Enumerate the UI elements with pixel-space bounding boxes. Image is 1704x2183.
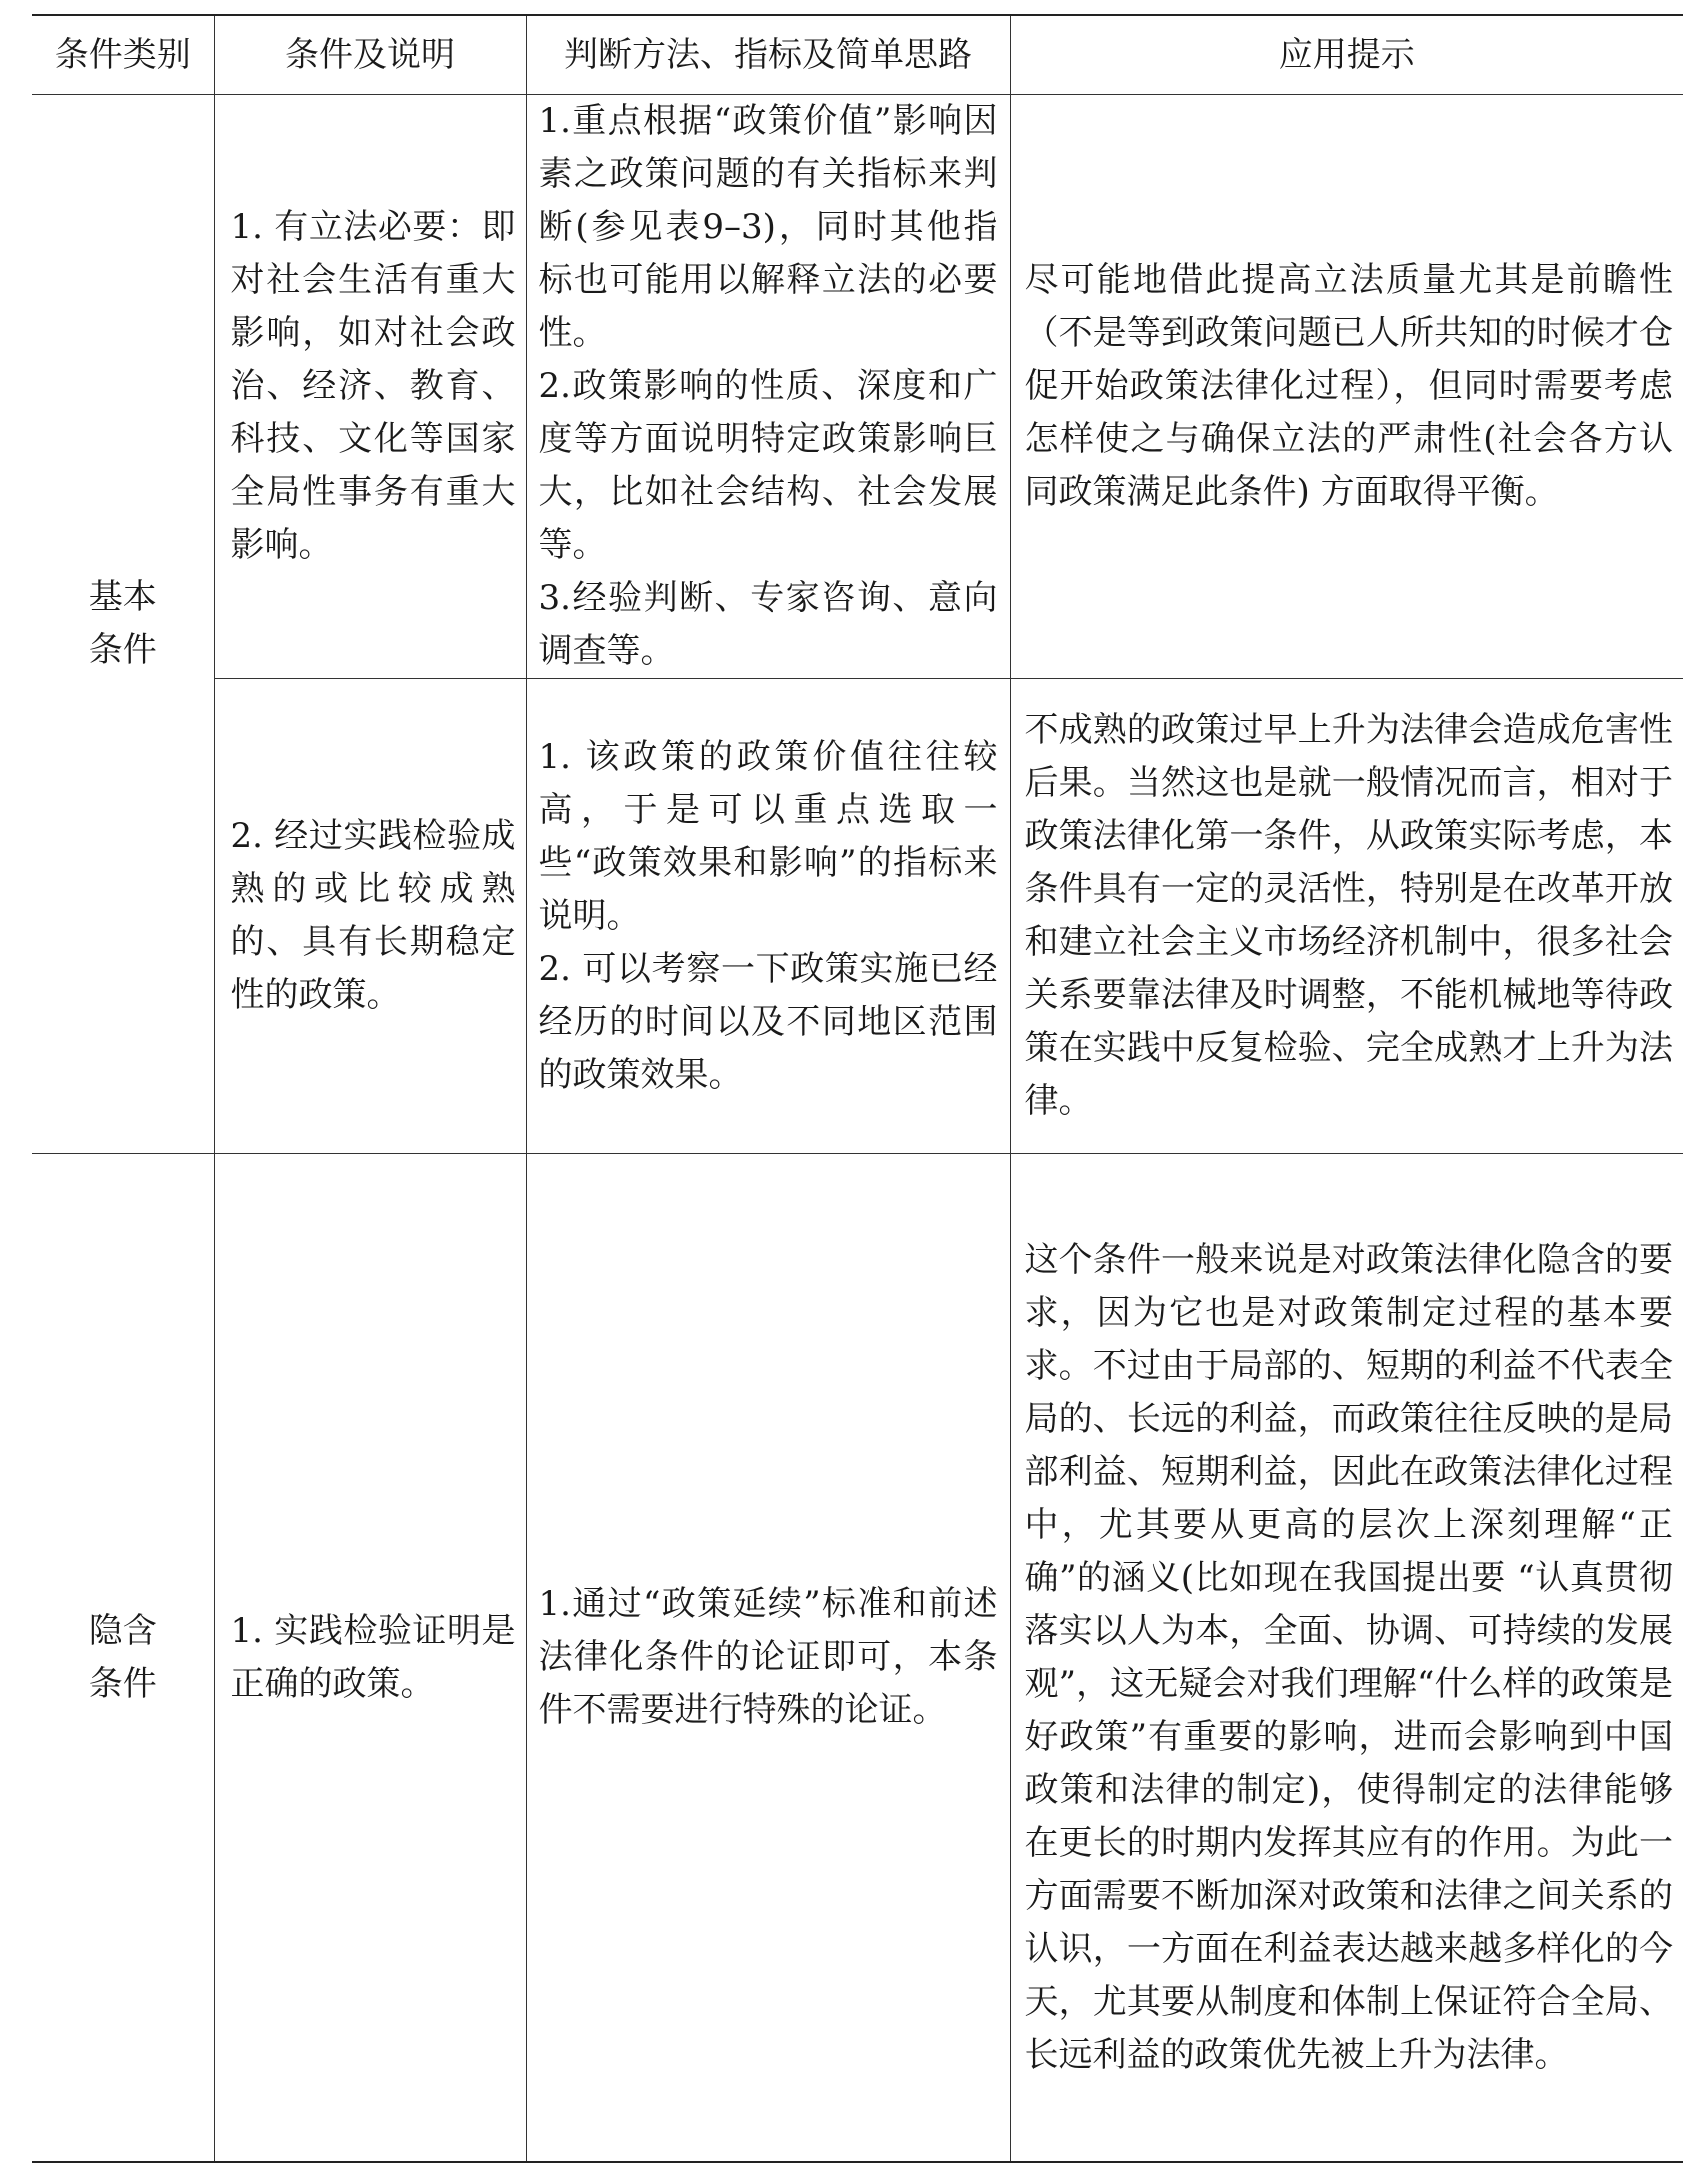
category-implicit <box>32 1154 214 2163</box>
header-category: 条件类别 <box>32 15 214 95</box>
method-item: 1.重点根据“政策价值”影响因素之政策问题的有关指标来判断(参见表9–3)，同时其他指标也可能用以解释立法的必要性。 <box>538 101 998 353</box>
method-item: 1.通过“政策延续”标准和前述法律化条件的论证即可，本条件不需要进行特殊的论证。 <box>538 1584 998 1730</box>
condition-cell: 2. 经过实践检验成熟的或比较成熟的、具有长期稳定性的政策。 <box>214 679 526 1154</box>
table-header-row <box>32 15 1683 95</box>
method-item: 2. 可以考察一下政策实施已经经历的时间以及不同地区范围的政策效果。 <box>538 948 998 1095</box>
method-item: 1. 该政策的政策价值往往较高，于是可以重点选取一些“政策效果和影响”的指标来说明。 <box>538 736 998 936</box>
hint-cell: 不成熟的政策过早上升为法律会造成危害性后果。当然这也是就一般情况而言，相对于政策法律化第一条件，从政策实际考虑，本条件具有一定的灵活性，特别是在改革开放和建立社会主义市场经济机制中，很多社会关系要靠法律及时调整，不能机械地等待政策在实践中反复检验、完全成熟才上升为法律。 <box>1010 679 1683 1154</box>
category-implicit-line1: 隐含 <box>88 1610 157 1651</box>
category-basic-line2: 条件 <box>88 630 157 670</box>
method-item: 2.政策影响的性质、深度和广度等方面说明特定政策影响巨大，比如社会结构、社会发展等。 <box>538 366 998 565</box>
header-condition: 条件及说明 <box>214 15 526 95</box>
category-basic-line1: 基本 <box>88 577 157 617</box>
method-cell <box>526 679 1010 1154</box>
table-row <box>32 1154 1683 2163</box>
condition-cell: 1. 有立法必要：即对社会生活有重大影响，如对社会政治、经济、教育、科技、文化等国家全局性事务有重大影响。 <box>214 95 526 679</box>
header-method: 判断方法、指标及简单思路 <box>526 15 1010 95</box>
category-implicit-line2: 条件 <box>88 1663 157 1704</box>
hint-cell: 这个条件一般来说是对政策法律化隐含的要求，因为它也是对政策制定过程的基本要求。不过由于局部的、短期的利益不代表全局的、长远的利益，而政策往往反映的是局部利益、短期利益，因此在政策法律化过程中，尤其要从更高的层次上深刻理解“正确”的涵义(比如现在我国提出要 “认真贯彻落实以人为本，全面、协调、可持续的发展观”，这无疑会对我们理解“什么样的政策是好政策”有重要的影响，进而会影响到中国政策和法律的制定)，使得制定的法律能够在更长的时期内发挥其应有的作用。为此一方面需要不断加深对政策和法律之间关系的认识，一方面在利益表达越来越多样化的今天，尤其要从制度和体制上保证符合全局、长远利益的政策优先被上升为法律。 <box>1010 1154 1683 2163</box>
condition-cell: 1. 实践检验证明是正确的政策。 <box>214 1154 526 2163</box>
hint-cell: 尽可能地借此提高立法质量尤其是前瞻性（不是等到政策问题已人所共知的时候才仓促开始政策法律化过程），但同时需要考虑怎样使之与确保立法的严肃性(社会各方认同政策满足此条件) 方面取得平衡。 <box>1010 95 1683 679</box>
table-row <box>32 95 1683 679</box>
policy-legalization-conditions-table <box>32 14 1683 2163</box>
method-cell <box>526 95 1010 679</box>
method-item: 3.经验判断、专家咨询、意向调查等。 <box>538 578 998 671</box>
category-basic <box>32 95 214 1154</box>
table-row <box>32 679 1683 1154</box>
method-cell <box>526 1154 1010 2163</box>
header-hint: 应用提示 <box>1010 15 1683 95</box>
